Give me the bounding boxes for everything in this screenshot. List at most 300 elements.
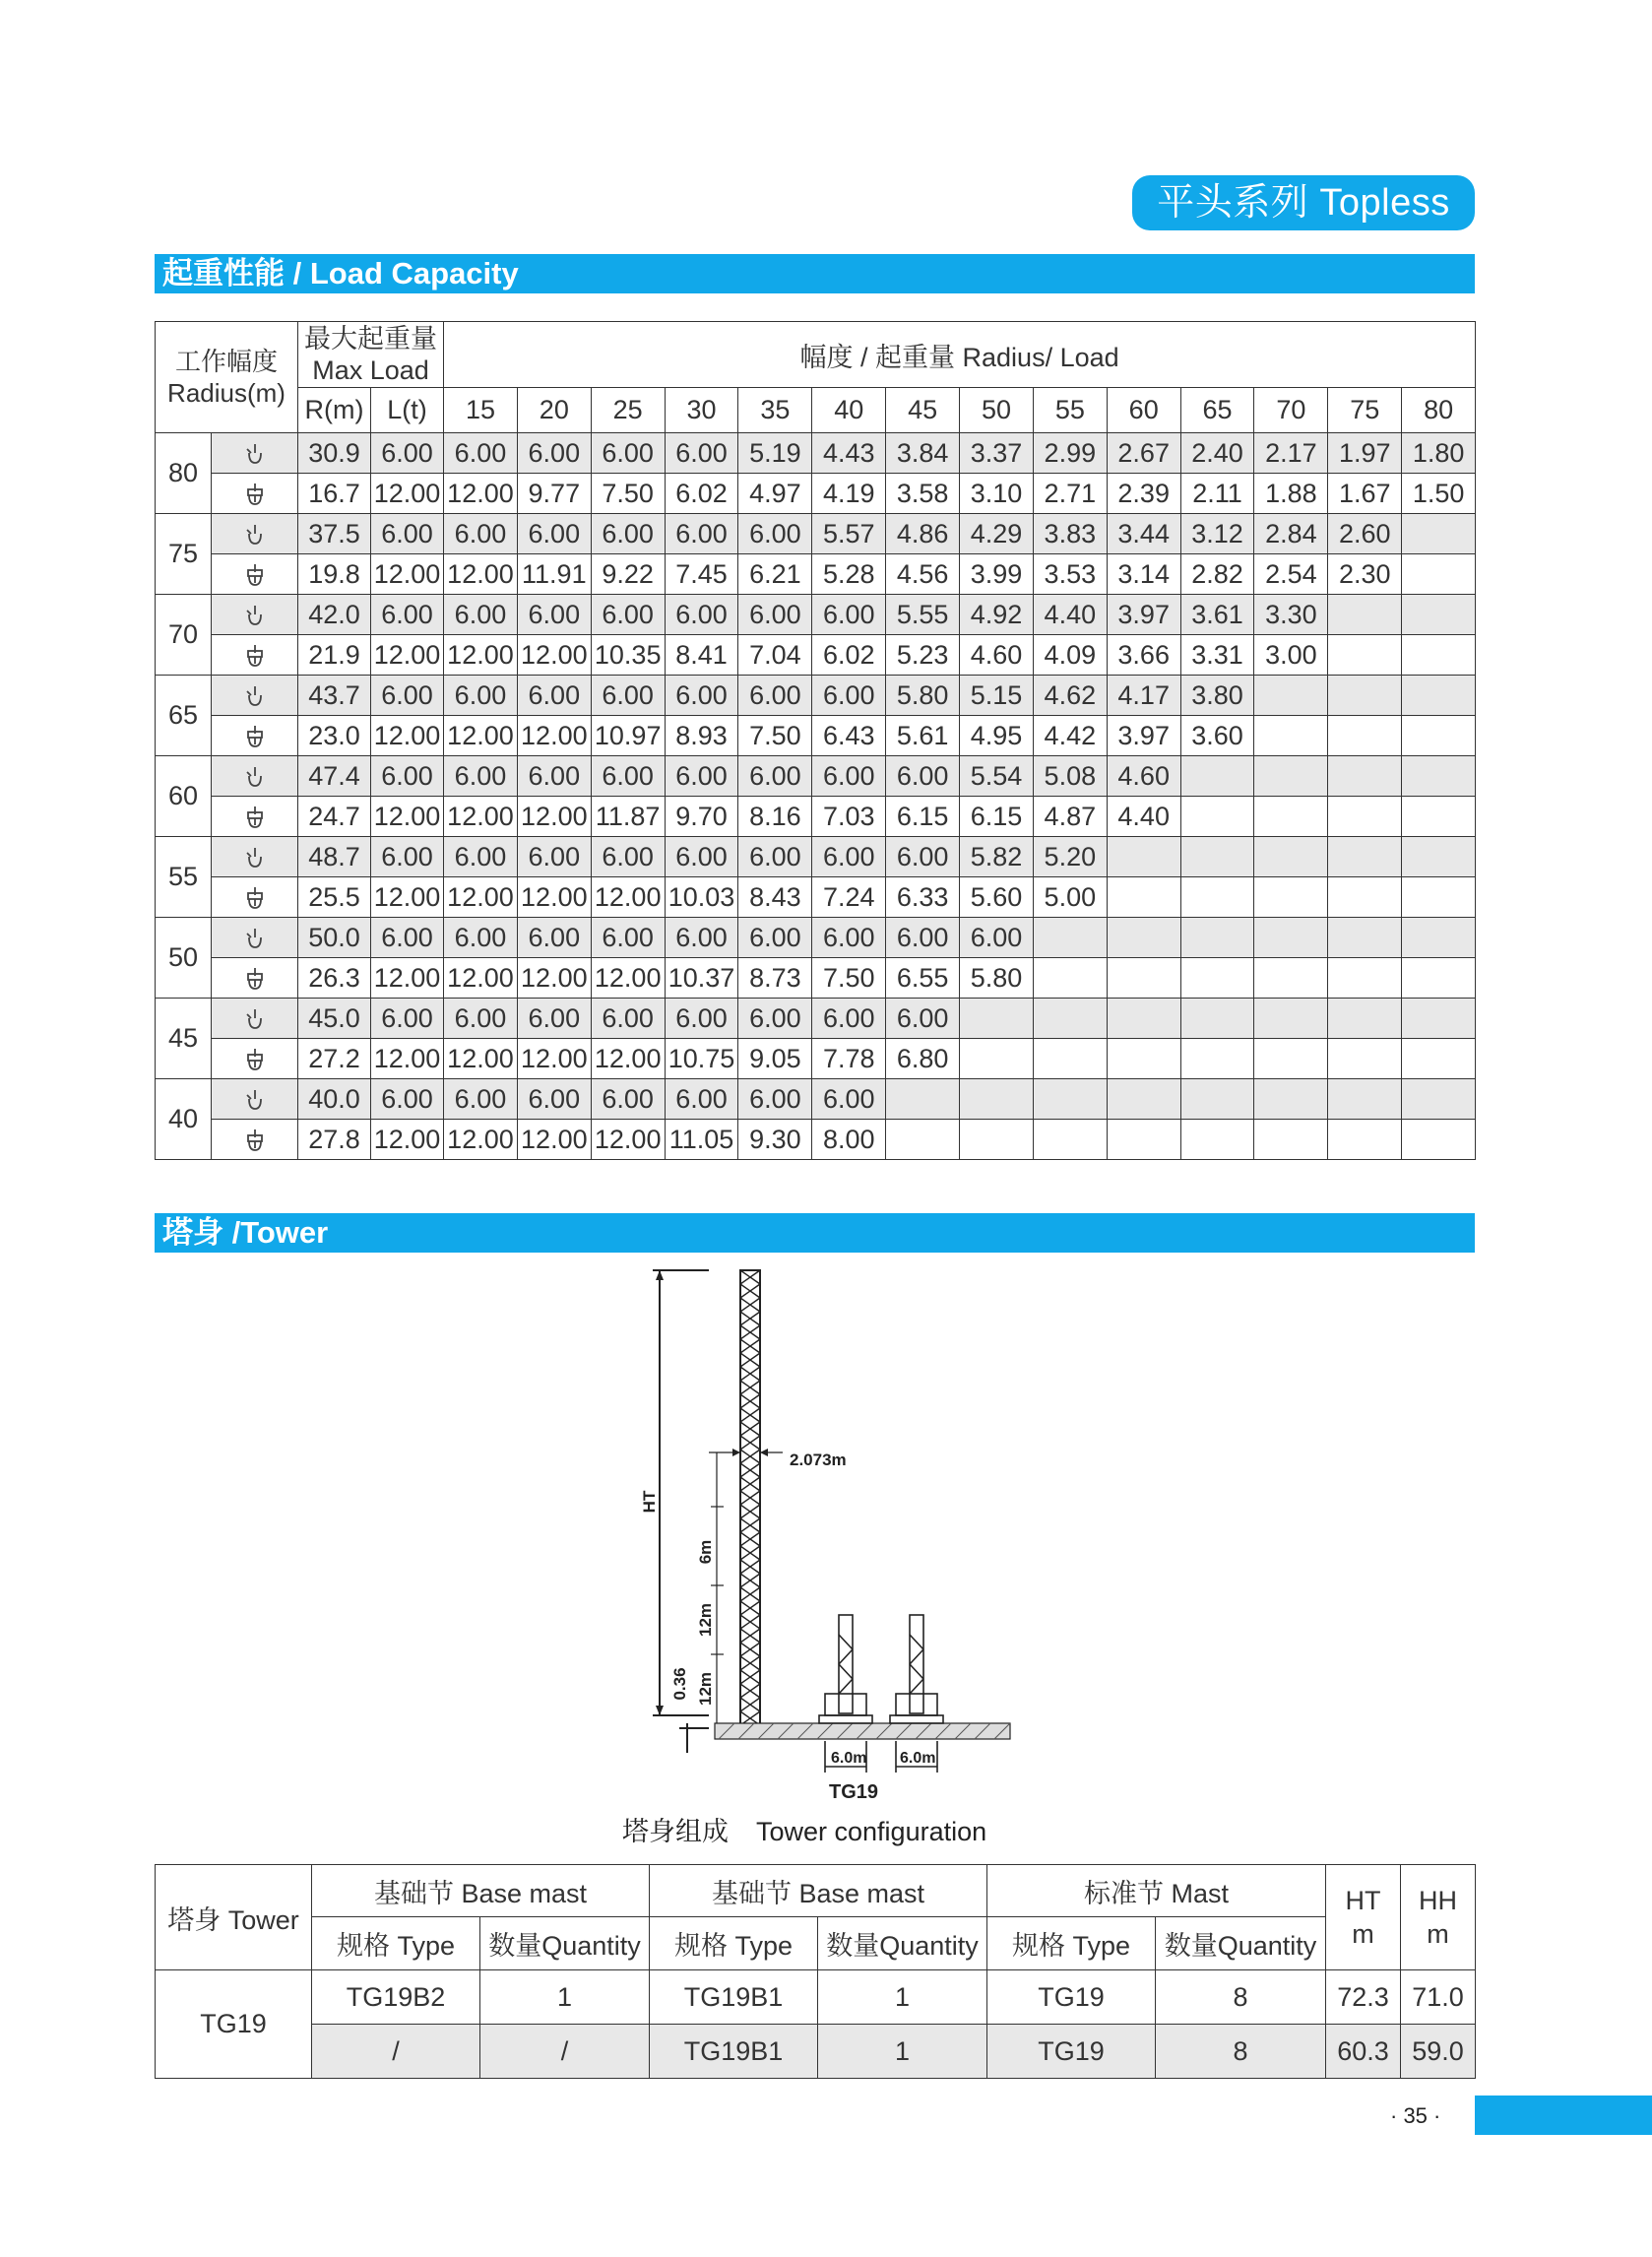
single-hook-icon [242, 764, 268, 790]
table-cell: 2.71 [1033, 474, 1107, 514]
radius-group-label: 40 [156, 1079, 212, 1160]
header-radius-col: 20 [517, 388, 591, 433]
double-hook-icon [242, 643, 268, 669]
table-cell: 6.00 [738, 1079, 812, 1120]
table-cell: TG19B1 [650, 1970, 818, 2025]
single-hook-cell [212, 918, 298, 958]
table-cell: 1.67 [1328, 474, 1402, 514]
radius-group-label: 75 [156, 514, 212, 595]
radius-group-label: 45 [156, 999, 212, 1079]
table-cell: 6.21 [738, 554, 812, 595]
table-cell: 6.00 [517, 514, 591, 554]
table-cell: 6.00 [591, 756, 665, 797]
double-hook-icon [242, 1047, 268, 1072]
table-cell: 7.50 [812, 958, 886, 999]
table-cell: 3.84 [886, 433, 960, 474]
table-cell: 5.55 [886, 595, 960, 635]
table-cell: 6.00 [371, 999, 444, 1039]
table-cell: 4.62 [1033, 676, 1107, 716]
header-radius-col: 60 [1107, 388, 1180, 433]
table-cell: 12.00 [371, 1039, 444, 1079]
header-radius-col: 15 [444, 388, 518, 433]
single-hook-cell [212, 1079, 298, 1120]
table-cell: 6.00 [444, 1079, 518, 1120]
table-cell: 4.95 [960, 716, 1034, 756]
table-cell: 16.7 [298, 474, 371, 514]
table-cell: 12.00 [591, 1039, 665, 1079]
table-cell: 6.00 [517, 756, 591, 797]
header-type: 规格 Type [987, 1917, 1156, 1970]
table-cell: / [480, 2025, 650, 2079]
header-radius: 工作幅度 Radius(m) [156, 322, 298, 433]
header-ht: HT m [1326, 1865, 1401, 1970]
table-cell: 6.00 [591, 837, 665, 877]
single-hook-cell [212, 676, 298, 716]
table-cell [1328, 756, 1402, 797]
table-cell: 5.08 [1033, 756, 1107, 797]
table-cell [1328, 1039, 1402, 1079]
table-cell: 3.30 [1254, 595, 1328, 635]
table-cell: 3.58 [886, 474, 960, 514]
table-cell [1180, 1079, 1254, 1120]
table-cell [1402, 877, 1476, 918]
double-hook-cell [212, 635, 298, 676]
header-type: 规格 Type [312, 1917, 480, 1970]
table-cell [1107, 999, 1180, 1039]
table-cell: 6.55 [886, 958, 960, 999]
table-cell [1402, 635, 1476, 676]
table-row [156, 797, 1476, 837]
table-cell: 12.00 [371, 716, 444, 756]
table-cell: 6.00 [444, 676, 518, 716]
table-cell: 3.66 [1107, 635, 1180, 676]
table-cell: 6.00 [444, 514, 518, 554]
table-row [156, 635, 1476, 676]
table-cell [1033, 1039, 1107, 1079]
table-cell [1107, 1079, 1180, 1120]
table-cell: 9.30 [738, 1120, 812, 1160]
table-cell: 6.43 [812, 716, 886, 756]
table-cell [1254, 918, 1328, 958]
table-cell: 6.00 [371, 514, 444, 554]
table-cell: 6.00 [738, 918, 812, 958]
table-cell: 10.35 [591, 635, 665, 676]
table-cell [1033, 918, 1107, 958]
table-cell: 6.00 [444, 837, 518, 877]
table-cell: 6.00 [738, 999, 812, 1039]
table-cell: 3.83 [1033, 514, 1107, 554]
double-hook-cell [212, 877, 298, 918]
table-cell [1328, 958, 1402, 999]
table-cell [1107, 1120, 1180, 1160]
single-hook-icon [242, 1006, 268, 1032]
table-cell: 5.80 [886, 676, 960, 716]
table-cell [1328, 797, 1402, 837]
table-cell: 12.00 [371, 554, 444, 595]
double-hook-icon [242, 562, 268, 588]
header-quantity: 数量Quantity [1156, 1917, 1326, 1970]
table-cell [1254, 1120, 1328, 1160]
table-cell: 6.00 [886, 999, 960, 1039]
table-cell: 2.99 [1033, 433, 1107, 474]
table-cell: 25.5 [298, 877, 371, 918]
table-cell [1402, 958, 1476, 999]
drawing-label-seg2: 12m [696, 1602, 715, 1638]
radius-group-label: 55 [156, 837, 212, 918]
table-cell [1328, 676, 1402, 716]
table-cell: 8.00 [812, 1120, 886, 1160]
drawing-label-seg1: 6m [696, 1539, 715, 1565]
table-cell: 12.00 [444, 474, 518, 514]
table-cell [960, 1039, 1034, 1079]
section-title-load-capacity: 起重性能 / Load Capacity [155, 254, 1475, 293]
single-hook-cell [212, 595, 298, 635]
table-cell: 4.92 [960, 595, 1034, 635]
header-l: L(t) [371, 388, 444, 433]
table-cell: 5.60 [960, 877, 1034, 918]
header-hh: HH m [1401, 1865, 1476, 1970]
single-hook-icon [242, 683, 268, 709]
table-cell: 4.60 [960, 635, 1034, 676]
table-cell: 72.3 [1326, 1970, 1401, 2025]
single-hook-icon [242, 603, 268, 628]
table-cell: 19.8 [298, 554, 371, 595]
header-radius-col: 70 [1254, 388, 1328, 433]
page-number: · 35 · [1390, 2103, 1441, 2128]
table-cell: 1 [480, 1970, 650, 2025]
table-cell: 5.20 [1033, 837, 1107, 877]
table-row [156, 514, 1476, 554]
table-cell: 6.00 [886, 837, 960, 877]
table-cell [1254, 1079, 1328, 1120]
table-cell [960, 1120, 1034, 1160]
table-cell: 6.33 [886, 877, 960, 918]
double-hook-icon [242, 805, 268, 830]
table-cell: TG19B2 [312, 1970, 480, 2025]
table-row [156, 433, 1476, 474]
table-cell: 2.67 [1107, 433, 1180, 474]
drawing-label-base-height: 0.36 [670, 1667, 689, 1701]
drawing-label-seg3: 12m [696, 1671, 715, 1707]
table-cell: 3.00 [1254, 635, 1328, 676]
table-cell [1254, 958, 1328, 999]
table-cell: 12.00 [444, 877, 518, 918]
double-hook-icon [242, 885, 268, 911]
table-cell [1402, 1120, 1476, 1160]
table-cell: 6.00 [517, 837, 591, 877]
table-cell: 1.80 [1402, 433, 1476, 474]
table-cell: 42.0 [298, 595, 371, 635]
table-cell: 6.00 [812, 837, 886, 877]
table-cell [1107, 958, 1180, 999]
table-cell: 3.37 [960, 433, 1034, 474]
series-badge: 平头系列 Topless [1132, 175, 1475, 230]
double-hook-cell [212, 1120, 298, 1160]
table-cell: 7.45 [665, 554, 738, 595]
table-cell: 23.0 [298, 716, 371, 756]
table-cell [1402, 918, 1476, 958]
table-cell: 12.00 [371, 877, 444, 918]
table-cell: 24.7 [298, 797, 371, 837]
table-cell: 10.37 [665, 958, 738, 999]
table-row [156, 1120, 1476, 1160]
table-cell: TG19B1 [650, 2025, 818, 2079]
table-cell: 12.00 [444, 635, 518, 676]
table-cell: 6.00 [444, 433, 518, 474]
table-cell [1180, 918, 1254, 958]
table-cell: 3.53 [1033, 554, 1107, 595]
single-hook-icon [242, 522, 268, 548]
table-cell: 6.00 [738, 837, 812, 877]
table-cell: 21.9 [298, 635, 371, 676]
table-cell: 9.05 [738, 1039, 812, 1079]
table-cell: 12.00 [517, 635, 591, 676]
tower-configuration-drawing [610, 1260, 1024, 1812]
header-radius-load: 幅度 / 起重量 Radius/ Load [444, 322, 1476, 388]
table-cell [1033, 999, 1107, 1039]
table-cell: 6.00 [371, 918, 444, 958]
table-cell [1254, 756, 1328, 797]
table-cell: 4.29 [960, 514, 1034, 554]
table-cell [960, 1079, 1034, 1120]
table-cell [1033, 958, 1107, 999]
table-cell [1254, 1039, 1328, 1079]
table-cell [1254, 676, 1328, 716]
caption-cn: 塔身组成 [622, 1817, 729, 1846]
table-cell: 3.97 [1107, 716, 1180, 756]
table-cell: 6.00 [812, 999, 886, 1039]
table-cell: 6.00 [665, 999, 738, 1039]
table-cell [1328, 918, 1402, 958]
double-hook-cell [212, 554, 298, 595]
table-cell: 6.00 [738, 514, 812, 554]
table-cell: 6.00 [517, 595, 591, 635]
single-hook-icon [242, 926, 268, 951]
single-hook-cell [212, 837, 298, 877]
table-cell: 3.97 [1107, 595, 1180, 635]
table-cell: 8.16 [738, 797, 812, 837]
table-cell: 7.78 [812, 1039, 886, 1079]
header-type: 规格 Type [650, 1917, 818, 1970]
table-cell: 6.00 [665, 837, 738, 877]
table-cell: 1.88 [1254, 474, 1328, 514]
header-radius-col: 65 [1180, 388, 1254, 433]
header-radius-col: 30 [665, 388, 738, 433]
table-cell: / [312, 2025, 480, 2079]
double-hook-icon [242, 1128, 268, 1153]
table-cell: 4.97 [738, 474, 812, 514]
table-cell: 4.56 [886, 554, 960, 595]
table-cell: 7.24 [812, 877, 886, 918]
table-cell: 12.00 [517, 716, 591, 756]
table-cell [1402, 554, 1476, 595]
table-cell [886, 1079, 960, 1120]
table-cell: 4.17 [1107, 676, 1180, 716]
table-cell: 8.41 [665, 635, 738, 676]
table-cell [1254, 716, 1328, 756]
table-cell [886, 1120, 960, 1160]
table-cell: 6.00 [886, 918, 960, 958]
table-cell [1328, 635, 1402, 676]
table-row [156, 595, 1476, 635]
table-cell [1402, 999, 1476, 1039]
table-cell: 12.00 [371, 474, 444, 514]
table-cell: 6.00 [517, 676, 591, 716]
table-cell: 12.00 [517, 797, 591, 837]
table-cell: 11.87 [591, 797, 665, 837]
table-cell [1254, 999, 1328, 1039]
table-cell [1180, 756, 1254, 797]
table-cell: 6.00 [812, 918, 886, 958]
drawing-label-width: 2.073m [790, 1451, 847, 1469]
header-radius-col: 80 [1402, 388, 1476, 433]
table-cell: 5.28 [812, 554, 886, 595]
table-cell [1402, 595, 1476, 635]
table-cell: 60.3 [1326, 2025, 1401, 2079]
table-cell: 11.05 [665, 1120, 738, 1160]
drawing-caption [622, 1810, 1014, 1848]
header-radius-col: 75 [1328, 388, 1402, 433]
header-radius-col: 25 [591, 388, 665, 433]
table-cell: 6.00 [591, 676, 665, 716]
table-cell [1328, 877, 1402, 918]
table-cell: 10.75 [665, 1039, 738, 1079]
table-cell: 6.80 [886, 1039, 960, 1079]
table-row [156, 837, 1476, 877]
table-cell: 6.00 [591, 595, 665, 635]
table-cell: 2.82 [1180, 554, 1254, 595]
table-cell: 8.73 [738, 958, 812, 999]
table-row [156, 1079, 1476, 1120]
table-cell: 5.80 [960, 958, 1034, 999]
header-max-load: 最大起重量 Max Load [298, 322, 444, 388]
table-row [156, 1039, 1476, 1079]
table-cell: 7.50 [738, 716, 812, 756]
table-cell: 4.87 [1033, 797, 1107, 837]
table-cell: 6.00 [665, 676, 738, 716]
table-row [156, 554, 1476, 595]
table-cell: 4.86 [886, 514, 960, 554]
table-cell: 4.60 [1107, 756, 1180, 797]
table-cell: 10.03 [665, 877, 738, 918]
table-cell: 9.77 [517, 474, 591, 514]
caption-en: Tower configuration [756, 1817, 987, 1846]
table-cell: 12.00 [517, 877, 591, 918]
table-row [156, 877, 1476, 918]
table-cell: 2.40 [1180, 433, 1254, 474]
table-cell [1254, 837, 1328, 877]
table-cell: 6.00 [812, 1079, 886, 1120]
table-cell: 12.00 [591, 1120, 665, 1160]
table-cell: 1.97 [1328, 433, 1402, 474]
table-cell [960, 999, 1034, 1039]
drawing-label-ht: HT [640, 1490, 659, 1514]
table-cell [1328, 1120, 1402, 1160]
table-cell: 6.00 [738, 756, 812, 797]
table-cell: 45.0 [298, 999, 371, 1039]
table-cell [1402, 1079, 1476, 1120]
table-cell: 6.00 [665, 595, 738, 635]
table-cell: 3.60 [1180, 716, 1254, 756]
header-base-mast-2: 基础节 Base mast [650, 1865, 987, 1917]
table-cell: 6.00 [591, 1079, 665, 1120]
table-cell: 5.00 [1033, 877, 1107, 918]
table-cell: 1 [818, 2025, 987, 2079]
table-cell: 6.00 [665, 1079, 738, 1120]
table-cell [1180, 999, 1254, 1039]
table-cell: 12.00 [517, 1120, 591, 1160]
table-cell [1328, 1079, 1402, 1120]
table-cell: 12.00 [444, 554, 518, 595]
drawing-label-model: TG19 [829, 1781, 879, 1803]
section-title-tower: 塔身 /Tower [155, 1213, 1475, 1253]
table-cell [1328, 999, 1402, 1039]
header-quantity: 数量Quantity [480, 1917, 650, 1970]
table-cell: 5.19 [738, 433, 812, 474]
table-cell: 12.00 [517, 1039, 591, 1079]
table-cell: 48.7 [298, 837, 371, 877]
table-cell [1033, 1079, 1107, 1120]
table-cell: 47.4 [298, 756, 371, 797]
table-cell: 3.44 [1107, 514, 1180, 554]
table-cell: 6.02 [812, 635, 886, 676]
table-cell: 59.0 [1401, 2025, 1476, 2079]
table-row [156, 474, 1476, 514]
table-cell: 40.0 [298, 1079, 371, 1120]
table-cell [1180, 1039, 1254, 1079]
table-cell: 6.00 [517, 999, 591, 1039]
table-cell: 6.00 [812, 595, 886, 635]
table-cell: 6.00 [371, 756, 444, 797]
table-cell: 6.00 [591, 999, 665, 1039]
table-cell: 12.00 [444, 716, 518, 756]
table-cell [1402, 837, 1476, 877]
double-hook-icon [242, 482, 268, 507]
header-mast: 标准节 Mast [987, 1865, 1326, 1917]
table-cell: 5.82 [960, 837, 1034, 877]
table-cell: 6.00 [517, 918, 591, 958]
table-cell: 6.00 [738, 595, 812, 635]
table-cell: 7.04 [738, 635, 812, 676]
table-cell: 6.00 [517, 1079, 591, 1120]
double-hook-cell [212, 1039, 298, 1079]
header-radius-col: 50 [960, 388, 1034, 433]
table-cell: 2.30 [1328, 554, 1402, 595]
load-capacity-table [155, 321, 1476, 1160]
table-cell: 10.97 [591, 716, 665, 756]
drawing-label-base1: 6.0m [831, 1750, 867, 1767]
table-cell: 6.00 [591, 514, 665, 554]
table-cell: 8 [1156, 1970, 1326, 2025]
single-hook-cell [212, 514, 298, 554]
table-cell [1254, 797, 1328, 837]
table-cell: 12.00 [371, 958, 444, 999]
table-cell: 2.60 [1328, 514, 1402, 554]
table-cell: 7.03 [812, 797, 886, 837]
table-cell [1254, 877, 1328, 918]
table-cell [1107, 877, 1180, 918]
table-cell: 3.99 [960, 554, 1034, 595]
table-cell: TG19 [987, 1970, 1156, 2025]
table-cell: 12.00 [444, 958, 518, 999]
table-cell: 4.40 [1107, 797, 1180, 837]
table-cell [1033, 1120, 1107, 1160]
table-cell: 27.8 [298, 1120, 371, 1160]
table-row [156, 756, 1476, 797]
tower-configuration-table [155, 1864, 1476, 2079]
table-cell: 3.61 [1180, 595, 1254, 635]
header-radius-col: 40 [812, 388, 886, 433]
